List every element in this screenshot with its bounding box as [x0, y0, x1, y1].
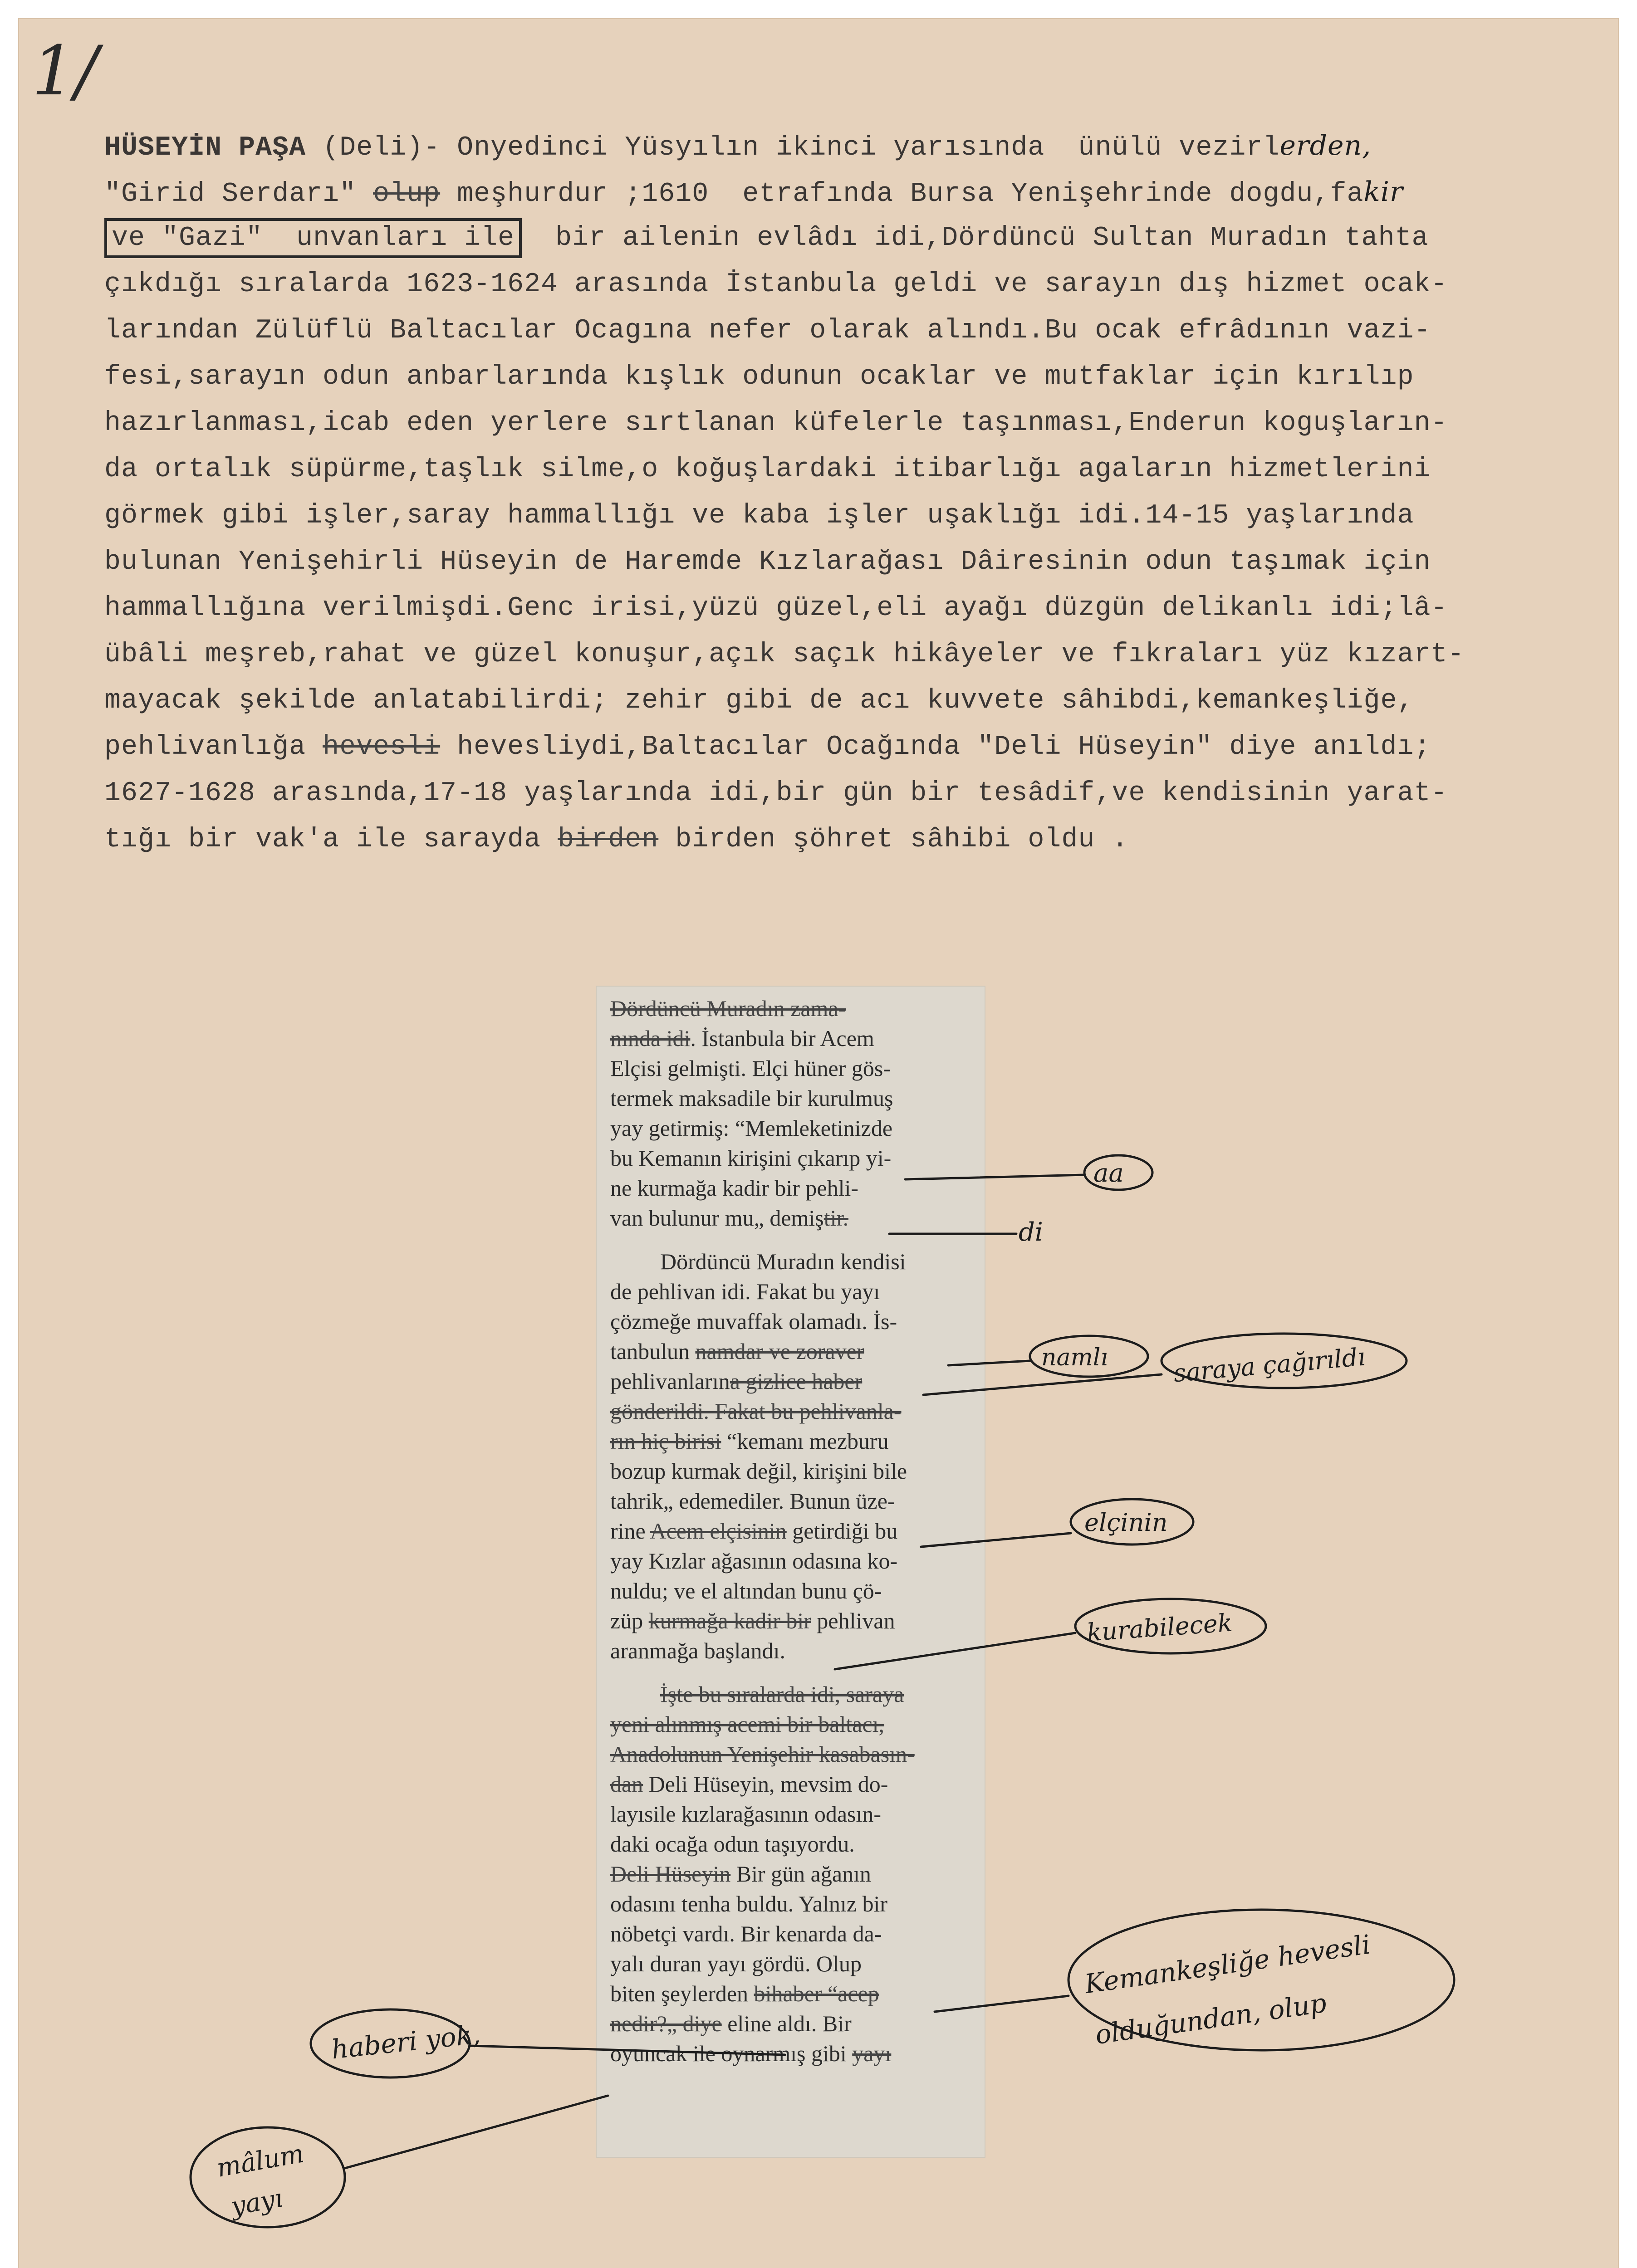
typed-line-13: mayacak şekilde anlatabilirdi; zehir gibi de acı kuvvete sâhibdi,kemankeşliğe,: [104, 685, 1414, 716]
clipping-text-run: de pehlivan idi. Fakat bu yayı: [610, 1279, 880, 1304]
typed-line-10: bulunan Yenişehirli Hüseyin de Haremde Kızlarağası Dâiresinin odun taşımak için: [104, 547, 1431, 577]
typed-line-11: hammallığına verilmişdi.Genc irisi,yüzü güzel,eli ayağı düzgün delikanlı idi;lâ-: [104, 593, 1448, 624]
struck-text: gönderildi. Fakat bu pehlivanla-: [610, 1398, 902, 1424]
clipping-text-run: . İstanbula bir Acem: [690, 1026, 874, 1051]
clipping-text-run: daki ocağa odun taşıyordu.: [610, 1831, 855, 1857]
clipping-text-run: getirdiği bu: [786, 1518, 898, 1544]
clipping-text-run: biten şeylerden: [610, 1981, 754, 2006]
clipping-text-run: tanbulun: [610, 1339, 696, 1364]
struck-word: birden: [558, 824, 659, 855]
typed-line-5: larından Zülüflü Baltacılar Ocagına nefer olarak alındı.Bu ocak efrâdının vazi-: [104, 315, 1431, 346]
clipping-text-run: van bulunur mu„ demiş: [610, 1205, 824, 1231]
struck-text: tir.: [823, 1205, 848, 1231]
clipping-text-run: layısile kızlarağasının odasın-: [610, 1801, 882, 1827]
clipping-text-run: eline aldı. Bir: [721, 2011, 852, 2036]
handwritten-insert: kir: [1363, 176, 1403, 208]
clipping-text-run: bozup kurmak değil, kirişini bile: [610, 1458, 907, 1484]
struck-text: Acem elçisinin: [650, 1518, 787, 1544]
clipping-text-run: oyuncak ile oynarmış gibi: [610, 2041, 853, 2066]
typed-line-6: fesi,sarayın odun anbarlarında kışlık odunun ocaklar ve mutfaklar için kırılıp: [104, 362, 1414, 392]
typed-line-8: da ortalık süpürme,taşlık silme,o koğuşlardaki itibarlığı agaların hizmetlerini: [104, 454, 1431, 485]
clipping-text-run: “kemanı mezburu: [721, 1428, 889, 1454]
struck-text: Deli Hüseyin: [610, 1861, 731, 1887]
annotation-connector: [935, 1996, 1068, 2012]
clipping-text-run: nöbetçi vardı. Bir kenarda da-: [610, 1921, 882, 1946]
clipping-text-run: Deli Hüseyin, mevsim do-: [643, 1771, 888, 1797]
annotation-connector: [835, 1633, 1075, 1669]
clipping-text-run: pehlivan: [811, 1608, 895, 1633]
annotation-kemankeslige: Kemankeşliğe hevesli: [1083, 1929, 1372, 2000]
clipping-text-run: yay getirmiş: “Memleketinizde: [610, 1115, 893, 1141]
clipping-text-run: tahrik„ edemediler. Bunun üze-: [610, 1488, 895, 1514]
struck-text: kurmağa kadir bir: [648, 1608, 811, 1633]
annotation-connector: [923, 1374, 1162, 1395]
annotation-haberi: haberi yok,: [330, 2019, 482, 2065]
struck-text: nında idi: [610, 1026, 691, 1051]
annotation-aa: aa: [1093, 1158, 1124, 1188]
annotation-connector: [905, 1175, 1084, 1179]
clipping-text-run: çözmeğe muvaffak olamadı. İs-: [610, 1309, 897, 1334]
typed-line-3: ve "Gazi" unvanları ile bir ailenin evlâdı idi,Dördüncü Sultan Muradın tahta: [104, 215, 1602, 261]
clipping-text-run: pehlivanların: [610, 1369, 730, 1394]
struck-text: Anadolunun Yenişehir kasabasın-: [610, 1741, 915, 1767]
typed-line-1: HÜSEYİN PAŞA (Deli)- Onyedinci Yüsyılın ikinci yarısında ünülü vezirlerden,: [104, 130, 1372, 163]
typed-line-16: tığı bir vak'a ile sarayda birden birden şöhret sâhibi oldu .: [104, 824, 1129, 855]
clipping-text-run: yalı duran yayı gördü. Olup: [610, 1951, 862, 1976]
annotation-connector: [345, 2096, 608, 2168]
annotation-oldugundan: olduğundan, olup: [1093, 1987, 1328, 2051]
struck-text: yeni alınmış acemi bir baltacı,: [610, 1711, 884, 1737]
annotation-namli: namlı: [1041, 1344, 1108, 1371]
annotation-yayi: yayı: [229, 2183, 285, 2222]
typed-line-14: pehlivanlığa hevesli hevesliydi,Baltacılar Ocağında "Deli Hüseyin" diye anıldı;: [104, 732, 1431, 763]
entry-name: HÜSEYİN PAŞA: [104, 132, 306, 163]
clipping-text-run: Bir gün ağanın: [730, 1861, 871, 1887]
annotation-di: di: [1019, 1217, 1043, 1247]
typed-line-2: "Girid Serdarı" olup meşhurdur ;1610 etrafında Bursa Yenişehrinde dogdu,fakir: [104, 176, 1403, 210]
struck-text: Dördüncü Muradın zama-: [610, 996, 846, 1021]
annotation-saraya: saraya çağırıldı: [1172, 1342, 1367, 1388]
struck-text: dan: [610, 1771, 643, 1797]
typed-line-9: görmek gibi işler,saray hammallığı ve kaba işler uşaklığı idi.14-15 yaşlarında: [104, 500, 1414, 531]
clipping-text-run: aranmağa başlandı.: [610, 1638, 785, 1663]
annotation-connector: [948, 1361, 1030, 1365]
struck-text: yayı: [852, 2041, 892, 2066]
struck-text: İşte bu sıralarda idi, saraya: [660, 1681, 904, 1707]
struck-text: namdar ve zoraver: [695, 1339, 864, 1364]
annotation-malum: mâlum: [214, 2139, 306, 2183]
page-number: 1/: [32, 32, 98, 111]
struck-text: rın hiç birisi: [610, 1428, 721, 1454]
struck-text: a gizlice haber: [730, 1369, 863, 1394]
struck-text: bihaber “acep: [754, 1981, 879, 2006]
typed-line-15: 1627-1628 arasında,17-18 yaşlarında idi,bir gün bir tesâdif,ve kendisinin yarat-: [104, 778, 1448, 809]
handwritten-insert: erden,: [1279, 130, 1372, 161]
clipping-text-run: ne kurmağa kadir bir pehli-: [610, 1175, 859, 1201]
clipping-text-run: bu Kemanın kirişini çıkarıp yi-: [610, 1145, 892, 1171]
struck-text: nedir?„ diye: [610, 2011, 722, 2036]
clipping-text-run: nuldu; ve el altından bunu çö-: [610, 1578, 882, 1603]
clipping-text-run: odasını tenha buldu. Yalnız bir: [610, 1891, 888, 1916]
clipping-text-run: termek maksadile bir kurulmuş: [610, 1085, 893, 1111]
struck-word: hevesli: [323, 732, 441, 763]
clipping-text-run: rine: [610, 1518, 650, 1544]
typed-line-4: çıkdığı sıralarda 1623-1624 arasında İstanbula geldi ve sarayın dış hizmet ocak-: [104, 269, 1448, 300]
typed-line-7: hazırlanması,icab eden yerlere sırtlanan küfelerle taşınması,Enderun koguşların-: [104, 408, 1448, 439]
annotation-elcinin: elçinin: [1084, 1508, 1168, 1537]
clipping-text-run: Elçisi gelmişti. Elçi hüner gös-: [610, 1056, 891, 1081]
annotation-connector: [470, 2046, 785, 2055]
clipping-text-run: züp: [610, 1608, 649, 1633]
struck-word: olup: [373, 179, 441, 210]
clipping-text-run: Dördüncü Muradın kendisi: [660, 1249, 906, 1274]
clipping-text-run: yay Kızlar ağasının odasına ko-: [610, 1548, 898, 1574]
annotation-connector: [921, 1533, 1071, 1547]
typed-line-12: übâli meşreb,rahat ve güzel konuşur,açık saçık hikâyeler ve fıkraları yüz kızart-: [104, 639, 1465, 670]
boxed-phrase: ve "Gazi" unvanları ile: [104, 218, 522, 258]
annotation-kurabilecek: kurabilecek: [1086, 1608, 1234, 1647]
